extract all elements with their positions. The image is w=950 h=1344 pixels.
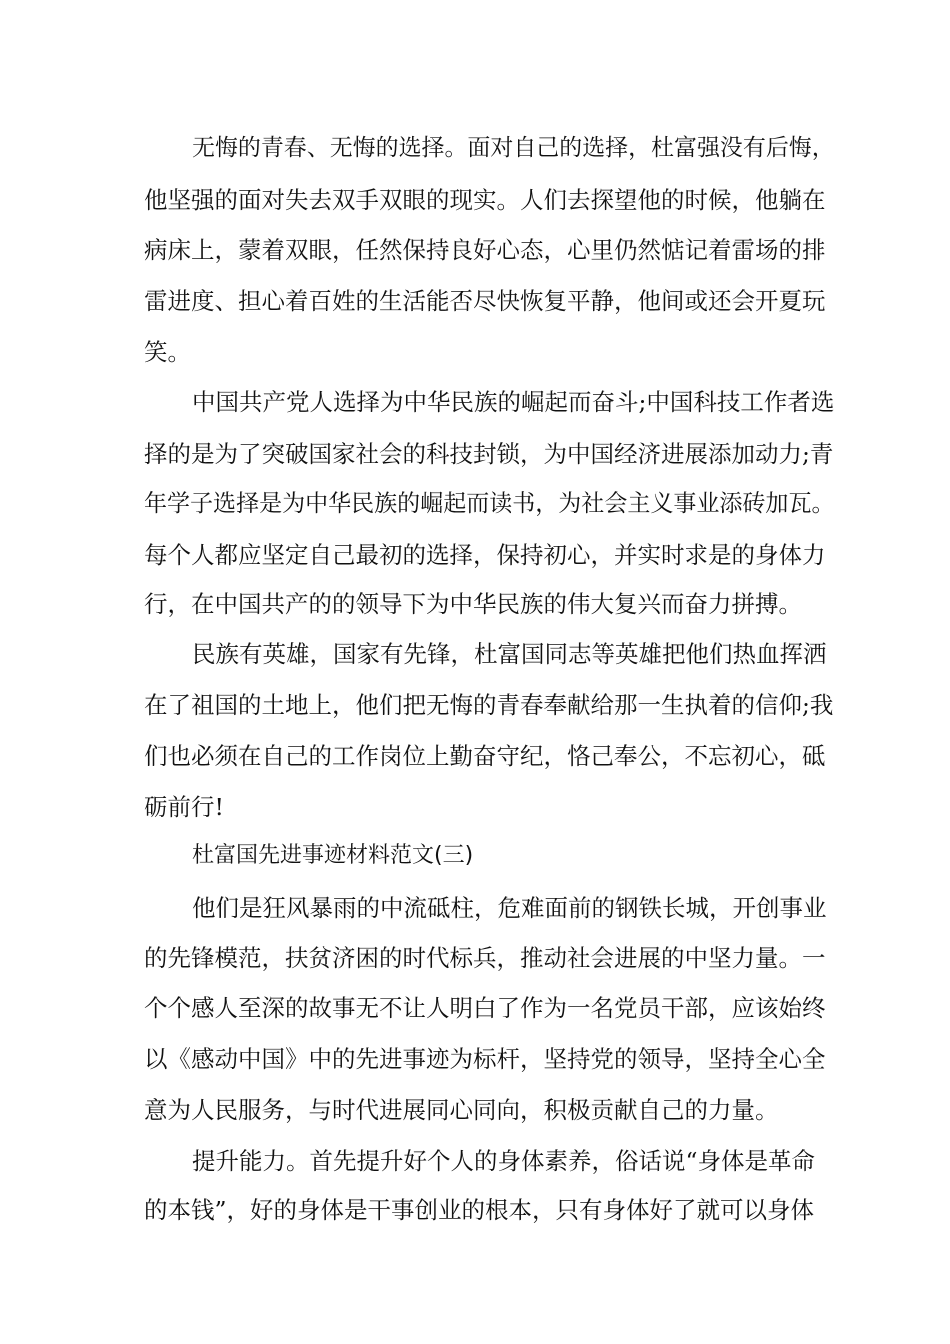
- paragraph-line: 中国共产党人选择为中华民族的崛起而奋斗;中国科技工作者选: [192, 388, 835, 416]
- paragraph-line: 民族有英雄，国家有先锋，杜富国同志等英雄把他们热血挥洒: [192, 640, 827, 668]
- paragraph-line: 笑。: [144, 338, 191, 366]
- section-heading-text: 杜富国先进事迹材料范文(三): [192, 843, 474, 868]
- paragraph-line: 的先锋模范，扶贫济困的时代标兵，推动社会进展的中坚力量。一: [144, 944, 826, 972]
- paragraph-line: 以《感动中国》中的先进事迹为标杆，坚持党的领导，坚持全心全: [144, 1045, 826, 1073]
- paragraph-line: 提升能力。首先提升好个人的身体素养，俗话说“身体是革命: [192, 1147, 816, 1175]
- paragraph-line: 他们是狂风暴雨的中流砥柱，危难面前的钢铁长城，开创事业: [192, 894, 827, 922]
- paragraph-line: 的本钱”，好的身体是干事创业的根本，只有身体好了就可以身体: [144, 1196, 815, 1224]
- paragraph-line: 择的是为了突破国家社会的科技封锁，为中国经济进展添加动力;青: [144, 440, 834, 468]
- paragraph-line: 病床上，蒙着双眼，任然保持良好心态，心里仍然惦记着雷场的排: [144, 236, 826, 264]
- paragraph-line: 们也必须在自己的工作岗位上勤奋守纪，恪己奉公，不忘初心，砥: [144, 742, 826, 770]
- paragraph-line: 雷进度、担心着百姓的生活能否尽快恢复平静，他间或还会开夏玩: [144, 287, 826, 315]
- paragraph-line: 他坚强的面对失去双手双眼的现实。人们去探望他的时候，他躺在: [144, 186, 826, 214]
- paragraph-line: 个个感人至深的故事无不让人明白了作为一名党员干部，应该始终: [144, 994, 826, 1022]
- paragraph-line: 无悔的青春、无悔的选择。面对自己的选择，杜富强没有后悔，: [192, 135, 835, 161]
- paragraph-line: 砺前行!: [144, 793, 224, 821]
- paragraph-line: 每个人都应坚定自己最初的选择，保持初心，并实时求是的身体力: [144, 541, 826, 569]
- paragraph-line: 行，在中国共产的的领导下为中华民族的伟大复兴而奋力拼搏。: [144, 590, 802, 618]
- paragraph-line: 年学子选择是为中华民族的崛起而读书，为社会主义事业添砖加瓦。: [144, 491, 835, 517]
- paragraph-line: 在了祖国的土地上，他们把无悔的青春奉献给那一生执着的信仰;我: [144, 691, 834, 719]
- paragraph-line: 意为人民服务，与时代进展同心同向，积极贡献自己的力量。: [144, 1096, 779, 1124]
